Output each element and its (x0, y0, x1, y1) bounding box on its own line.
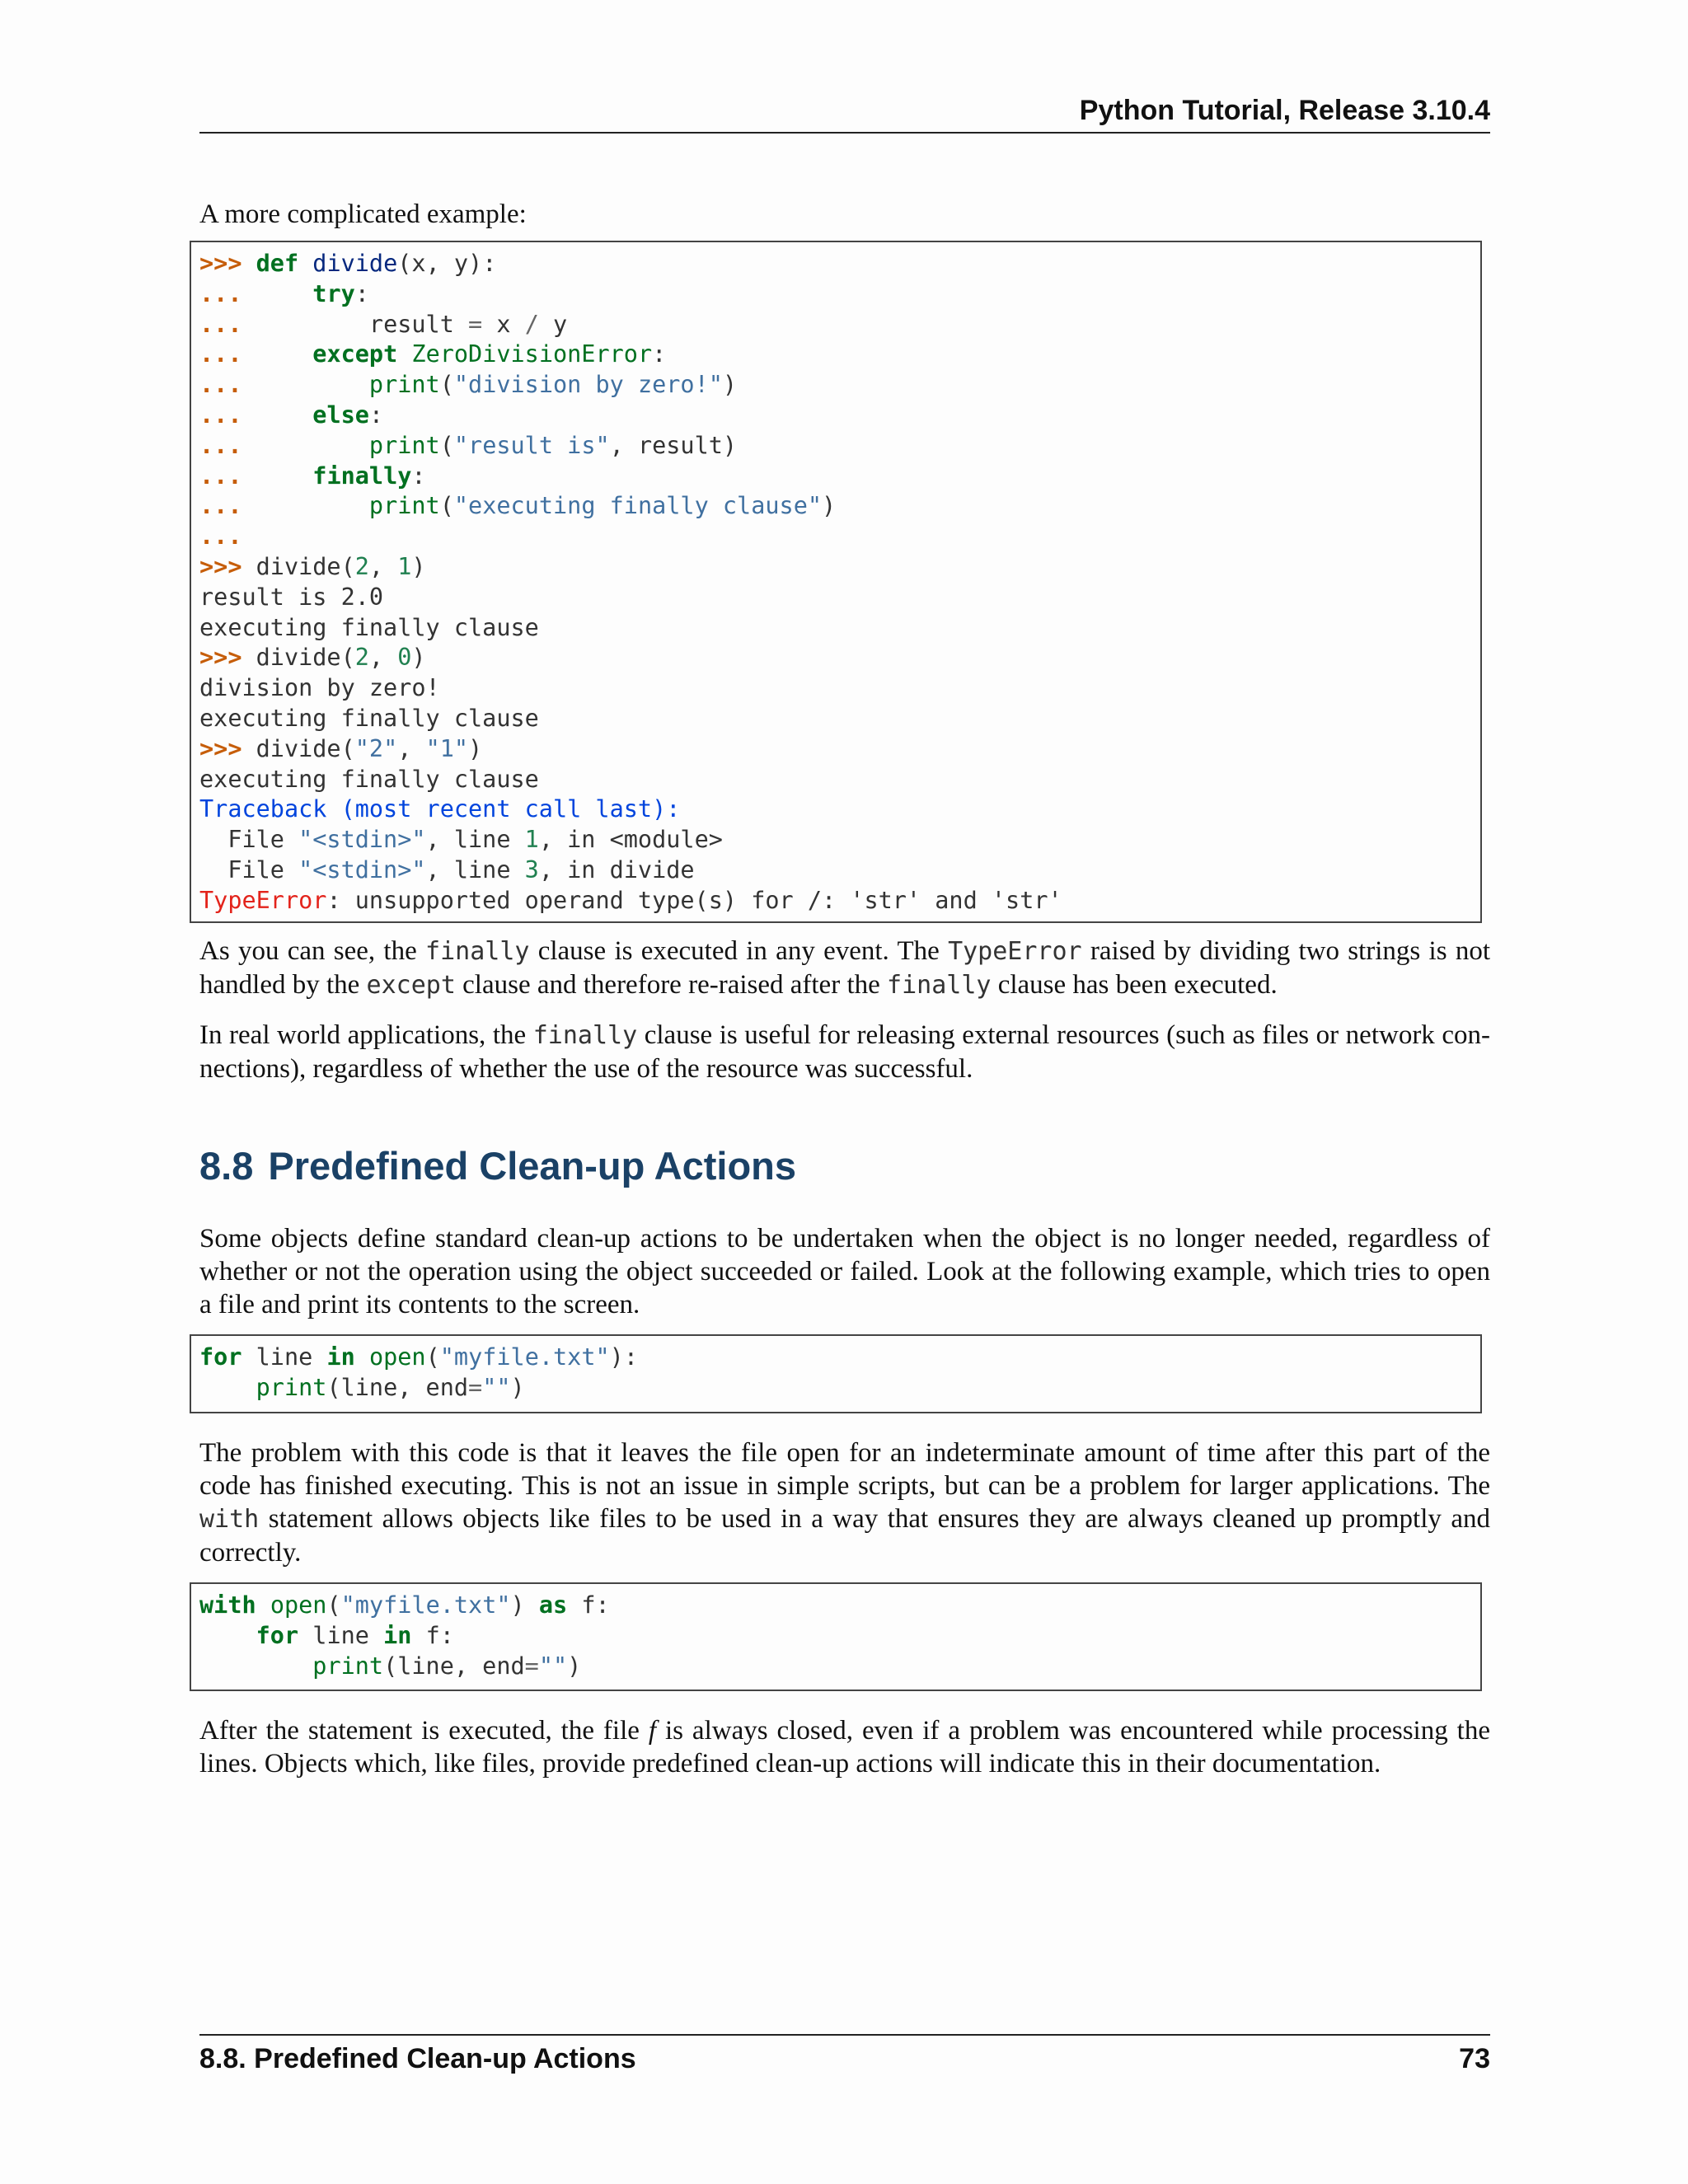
code-line (199, 794, 1472, 825)
code-line (199, 522, 1472, 552)
code-token: executing finally clause (199, 765, 539, 793)
code-line (199, 401, 1472, 431)
code-token: : (354, 279, 369, 307)
code-line (199, 1652, 1472, 1682)
code-token: "<stdin>" (298, 826, 426, 854)
code-token (199, 1374, 256, 1401)
code-token: divide( (256, 734, 355, 762)
code-token: "myfile.txt" (439, 1343, 610, 1371)
code-token: ... (199, 462, 256, 490)
code-token: ... (199, 340, 256, 368)
code-token: divide( (256, 644, 355, 672)
code-token: open (368, 1343, 426, 1371)
inline-code: finally (887, 971, 992, 1000)
code-token: for (199, 1343, 242, 1371)
code-line (199, 673, 1472, 704)
code-token: ( (326, 1591, 341, 1619)
code-token: ): (609, 1343, 638, 1371)
code-token: , (397, 734, 426, 762)
code-token: ... (199, 431, 256, 459)
code-token: >>> (199, 734, 256, 762)
emphasis-text: f (648, 1716, 657, 1746)
code-token: "division by zero!" (453, 371, 723, 399)
code-token: ) (510, 1373, 525, 1401)
code-line (199, 1591, 1472, 1621)
code-token: >>> (199, 644, 256, 672)
inline-code: finally (532, 1021, 638, 1050)
code-token: for (256, 1621, 299, 1649)
code-token: ) (411, 644, 426, 672)
code-token: "2" (354, 734, 398, 762)
code-token: print (312, 1652, 384, 1680)
code-line (199, 431, 1472, 462)
code-token: divide( (256, 552, 355, 580)
code-token: "" (538, 1652, 568, 1680)
code-token: / (524, 310, 539, 338)
text-run: As you can see, the (199, 936, 426, 966)
code-token: executing finally clause (199, 613, 539, 641)
code-token: print (368, 371, 440, 399)
code-token: : (411, 462, 426, 490)
code-line (199, 310, 1472, 340)
text-run: clause is useful for releasing external resources (such as files or network con-nections), regardless of whether the use of the resource was successful. (199, 1020, 1490, 1084)
code-token: ( (439, 431, 454, 459)
code-token (199, 1652, 312, 1680)
paragraph-finally-explanation (199, 935, 1490, 1002)
code-line (199, 583, 1472, 613)
code-token: 1 (524, 826, 539, 854)
code-token: as (538, 1591, 568, 1619)
code-token: , line (425, 826, 525, 854)
code-token (256, 462, 313, 490)
code-token (256, 492, 369, 519)
code-token: with (199, 1591, 256, 1619)
code-token (298, 250, 312, 277)
section-title: Predefined Clean-up Actions (268, 1144, 797, 1188)
section-heading (199, 1141, 1490, 1191)
running-header: Python Tutorial, Release 3.10.4 (199, 92, 1490, 134)
code-token: ZeroDivisionError (411, 340, 653, 368)
text-run: clause is executed in any event. The (529, 936, 949, 966)
code-token: ( (439, 371, 454, 399)
code-line (199, 704, 1472, 734)
code-token: , (368, 644, 398, 672)
code-line (199, 279, 1472, 310)
code-token: , line (425, 855, 525, 883)
inline-code: with (199, 1505, 260, 1534)
code-token: (x, y): (397, 250, 497, 277)
code-token: ) (510, 1591, 539, 1619)
code-token: , result) (609, 431, 738, 459)
code-token: Traceback (most recent call last): (199, 795, 681, 823)
code-token: >>> (199, 250, 256, 277)
code-token: 2 (354, 552, 369, 580)
code-block-divide-example (190, 241, 1482, 923)
paragraph-intro-cleanup: Some objects define standard clean-up actions to be undertaken when the object is no longer needed, regardless of whether or not the operation using the object succeeded or failed. Look at the following example, which tries to open a file and print its contents to the screen. (199, 1224, 1490, 1319)
code-token: "<stdin>" (298, 855, 426, 883)
code-token: finally (312, 462, 412, 490)
code-token: : (368, 401, 384, 429)
code-token: = (524, 1652, 539, 1680)
page-content (199, 198, 1490, 1780)
code-line (199, 613, 1472, 644)
code-token: result (256, 310, 469, 338)
code-token: 1 (397, 552, 412, 580)
text-run: is always closed, even if a problem was encountered while processing the lines. Objects which, like files, provide predefined clean-up actions will indicate this in their documentation. (199, 1716, 1490, 1779)
code-token: in (383, 1621, 412, 1649)
code-token (199, 1622, 256, 1649)
code-token: except (312, 340, 398, 368)
code-token: try (312, 279, 355, 307)
code-token: File (199, 826, 299, 854)
text-run: In real world applications, the (199, 1020, 533, 1050)
code-token: ... (199, 401, 256, 429)
code-token (256, 1591, 270, 1619)
code-line (199, 825, 1472, 855)
section-number: 8.8 (199, 1144, 254, 1188)
code-token (256, 280, 313, 307)
code-token: ) (468, 734, 483, 762)
code-line (199, 462, 1472, 492)
paragraph-after-with (199, 1714, 1490, 1780)
code-line (199, 370, 1472, 401)
footer-section: 8.8. Predefined Clean-up Actions (199, 2043, 636, 2074)
paragraph-problem (199, 1436, 1490, 1569)
code-token: , in divide (538, 855, 695, 883)
code-token: division by zero! (199, 674, 440, 702)
code-token: = (468, 310, 483, 338)
code-token (256, 371, 369, 398)
code-token: executing finally clause (199, 704, 539, 732)
code-line (199, 734, 1472, 765)
code-token: (line, end (383, 1652, 525, 1680)
code-token: 0 (397, 644, 412, 672)
code-token (256, 340, 313, 368)
code-token: "" (482, 1373, 511, 1401)
code-token: , in <module> (538, 826, 723, 854)
code-token: y (538, 310, 568, 338)
code-line (199, 491, 1472, 522)
text-run: The problem with this code is that it leaves the file open for an indeterminate amount of time after this part of the code has finished executing. This is not an issue in simple scripts, but can be a problem for larger applications. The (199, 1438, 1490, 1501)
code-line (199, 1621, 1472, 1652)
page-footer (199, 2034, 1490, 2079)
code-line (199, 765, 1472, 795)
code-token: in (326, 1343, 355, 1371)
code-token: : unsupported operand type(s) for /: 'str' and 'str' (326, 886, 1062, 914)
code-token (256, 401, 313, 429)
code-block-with-statement (190, 1582, 1482, 1691)
code-token: result is 2.0 (199, 583, 384, 611)
code-token: ) (567, 1652, 582, 1680)
code-line (199, 552, 1472, 583)
code-token: f: (567, 1591, 610, 1619)
text-run: raised by dividing two strings is not handled by the (199, 936, 1490, 1000)
intro-text: A more complicated example: (199, 199, 527, 229)
code-token: print (368, 492, 440, 520)
code-token: "1" (425, 734, 469, 762)
code-line (199, 249, 1472, 279)
code-token: line (298, 1621, 384, 1649)
inline-code: finally (425, 937, 530, 966)
code-token: >>> (199, 552, 256, 580)
text-run: After the statement is executed, the file (199, 1716, 649, 1746)
code-token (397, 340, 411, 368)
code-token: def (256, 250, 299, 277)
code-line (199, 886, 1472, 916)
paragraph-real-world (199, 1019, 1490, 1085)
code-token: "executing finally clause" (453, 492, 823, 520)
code-block-open-loop (190, 1334, 1482, 1413)
code-token: ( (425, 1343, 440, 1371)
code-token (256, 432, 369, 459)
code-token: line (241, 1343, 327, 1371)
page-number: 73 (1459, 2043, 1490, 2074)
code-token: (line, end (326, 1373, 469, 1401)
code-token (355, 1343, 369, 1371)
code-token: ... (199, 279, 256, 307)
code-token: ) (722, 371, 738, 399)
code-token: "myfile.txt" (340, 1591, 511, 1619)
code-token: f: (411, 1621, 454, 1649)
code-token: print (368, 431, 440, 459)
text-run: clause has been executed. (991, 970, 1278, 1000)
code-token: : (652, 340, 667, 368)
code-token: ... (199, 310, 256, 338)
code-token: ) (411, 552, 426, 580)
code-line (199, 1373, 1472, 1404)
code-line (199, 340, 1472, 370)
code-token: 3 (524, 855, 539, 883)
code-token: ... (199, 523, 242, 551)
text-run: statement allows objects like files to be used in a way that ensures they are always cleaned up promptly and correctly. (199, 1504, 1490, 1568)
code-token: else (312, 401, 369, 429)
code-token: ... (199, 371, 256, 399)
code-token: open (270, 1591, 327, 1619)
code-token: ( (439, 492, 454, 520)
code-token: TypeError (199, 886, 327, 914)
code-line (199, 1343, 1472, 1373)
code-token: ) (822, 492, 837, 520)
code-token: ... (199, 492, 256, 520)
code-line (199, 643, 1472, 673)
code-line (199, 855, 1472, 886)
inline-code: TypeError (948, 937, 1082, 966)
code-token: print (256, 1373, 327, 1401)
code-token: divide (312, 250, 398, 277)
text-run: clause and therefore re-raised after the (455, 970, 888, 1000)
code-token: File (199, 855, 299, 883)
inline-code: except (366, 971, 456, 1000)
code-token: = (468, 1373, 483, 1401)
code-token: 2 (354, 644, 369, 672)
code-token: x (482, 310, 525, 338)
code-token: "result is" (453, 431, 610, 459)
code-token: , (368, 552, 398, 580)
